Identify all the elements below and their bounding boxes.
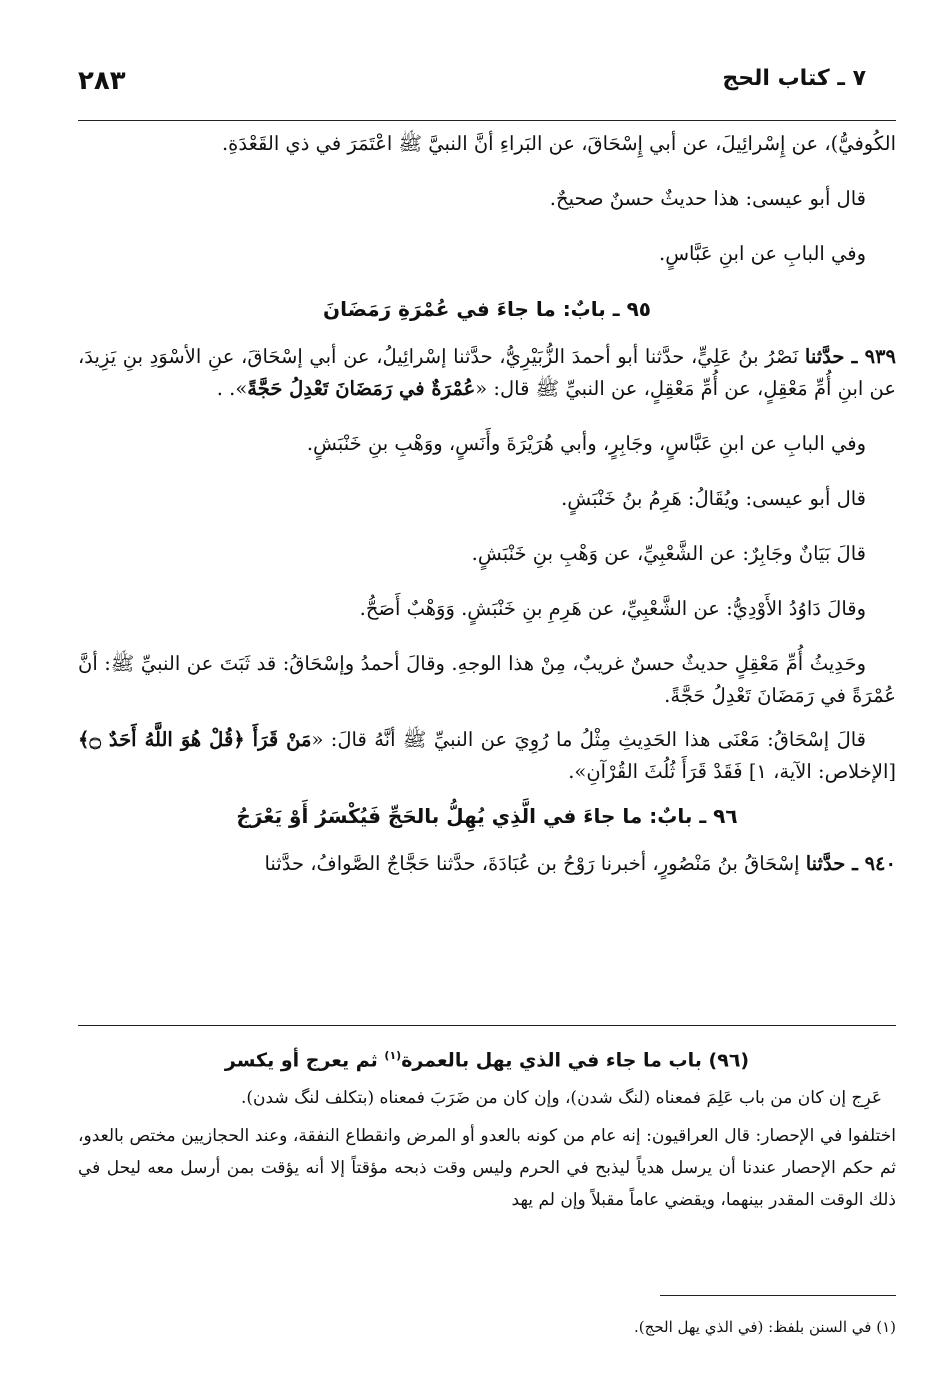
paragraph: قال أبو عيسى: هذا حديثٌ حسنٌ صحيحٌ. xyxy=(549,187,866,210)
commentary-section xyxy=(78,1040,896,1222)
footnote-ref: (١) xyxy=(384,1049,402,1062)
hadith-939 xyxy=(78,341,896,405)
page-number: ٢٨٣ xyxy=(78,66,126,96)
paragraph: وفي البابِ عن ابنِ عَبَّاسٍ، وجَابِرٍ، وأبي هُرَيْرَةَ وأَنَسٍ، ووَهْبِ بنِ خَنْبَشٍ. xyxy=(306,432,866,455)
matn-end: ». . xyxy=(216,377,248,400)
matn-text: عُمْرَةٌ في رَمَضَانَ تَعْدِلُ حَجَّةً xyxy=(247,377,476,400)
isnad-text: نَصْرُ بنُ عَلِيٍّ، حدَّثنا أبو أحمدَ الزُّبَيْرِيُّ، حدَّثنا إسْرائِيلُ، عن أبي إسْحَاقَ، عنِ الأسْوَدِ بنِ يَزِيدَ، عن ابنِ أُمِّ مَعْقِلٍ، عن أُمِّ مَعْقِلٍ، عن النبيِّ ﷺ قال: « xyxy=(78,345,896,400)
paragraph: قال أبو عيسى: ويُقَالُ: هَرِمُ بنُ خَنْبَشٍ. xyxy=(561,487,866,510)
header-divider xyxy=(78,120,896,121)
hadith-number: ٩٤٠ ـ حدَّثنا xyxy=(805,852,896,875)
heading-text: (٩٦) باب ما جاء في الذي يهل بالعمرة xyxy=(401,1049,750,1072)
paragraph: وفي البابِ عن ابنِ عَبَّاسٍ. xyxy=(659,242,866,265)
paragraph: وقالَ دَاوُدُ الأَوْدِيُّ: عن الشَّعْبِيِّ، عن هَرِمِ بنِ خَنْبَشٍ. وَوَهْبٌ أَصَحُّ. xyxy=(359,597,866,620)
paragraph xyxy=(78,724,896,788)
chapter-heading: ٩٦ ـ بابٌ: ما جاءَ في الَّذِي يُهِلُّ بالحَجِّ فَيُكْسَرُ أَوْ يَعْرَجُ xyxy=(236,804,738,828)
hadith-text xyxy=(78,128,896,903)
page-header xyxy=(78,66,866,106)
heading-text: ثم يعرج أو يكسر xyxy=(224,1049,385,1072)
commentary-heading xyxy=(78,1040,896,1076)
text-segment: قالَ إسْحَاقُ: مَعْنَى هذا الحَدِيثِ مِثْلُ ما رُوِيَ عن النبيِّ ﷺ أنَّهُ قالَ: « xyxy=(311,728,866,751)
commentary-paragraph: عَرِج إن كان من باب عَلِمَ فمعناه (لنگ شدن)، وإن كان من ضَرَبَ فمعناه (بتكلف لنگ شدن). xyxy=(240,1088,882,1109)
text-segment: [الإخلاص: الآية، ١] فَقَدْ قَرَأَ ثُلُثَ القُرْآنِ». xyxy=(568,760,896,783)
hadith-940 xyxy=(78,848,896,880)
paragraph: قالَ بَيَانٌ وجَابِرٌ: عن الشَّعْبِيِّ، عن وَهْبِ بنِ خَنْبَشٍ. xyxy=(471,542,866,565)
footnote-divider xyxy=(660,1295,896,1296)
paragraph: وحَدِيثُ أُمِّ مَعْقِلٍ حديثٌ حسنٌ غريبٌ، مِنْ هذا الوجهِ. وقالَ أحمدُ وإسْحَاقُ: قد ثَبَتَ عن النبيِّ ﷺ: أنَّ عُمْرَةً في رَمَضَانَ تَعْدِلُ حَجَّةً. xyxy=(78,652,896,707)
isnad-text: إسْحَاقُ بنُ مَنْصُورٍ، أخبرنا رَوْحُ بن عُبَادَةَ، حدَّثنا حَجَّاجٌ الصَّوافُ، حدَّثنا xyxy=(264,852,800,875)
quran-quote: مَنْ قَرَأَ ﴿قُلْ هُوَ اللَّهُ أَحَدٌ ۝﴾ xyxy=(78,728,312,751)
footnote: (١) في السنن بلفظ: (في الذي يهل الحج). xyxy=(634,1318,896,1336)
chapter-heading: ٩٥ ـ بابٌ: ما جاءَ في عُمْرَةِ رَمَضَانَ xyxy=(323,297,651,321)
commentary-divider xyxy=(78,1025,896,1026)
book-title: ٧ ـ كتاب الحج xyxy=(722,66,866,91)
hadith-number: ٩٣٩ ـ حدَّثنا xyxy=(804,345,896,368)
commentary-paragraph: اختلفوا في الإحصار: قال العراقيون: إنه عام من كونه بالعدو أو المرض وانقطاع النفقة، وعند الحجازيين مختص بالعدو، ثم حكم الإحصار عندنا أن يرسل هدياً ليذبح في الحرم وليس وقت ذبحه مؤقتاً إلا أنه يؤقت بمن أرسل معه ليحل في ذلك الوقت المقدر بينهما، ويقضي عاماً مقبلاً وإن لم يهد xyxy=(78,1126,896,1211)
paragraph: الكُوفيُّ)، عن إِسْرائِيلَ، عن أبي إِسْحَاقَ، عن البَراءِ أنَّ النبيَّ ﷺ اعْتَمَرَ في ذي القَعْدَةِ. xyxy=(221,132,896,155)
